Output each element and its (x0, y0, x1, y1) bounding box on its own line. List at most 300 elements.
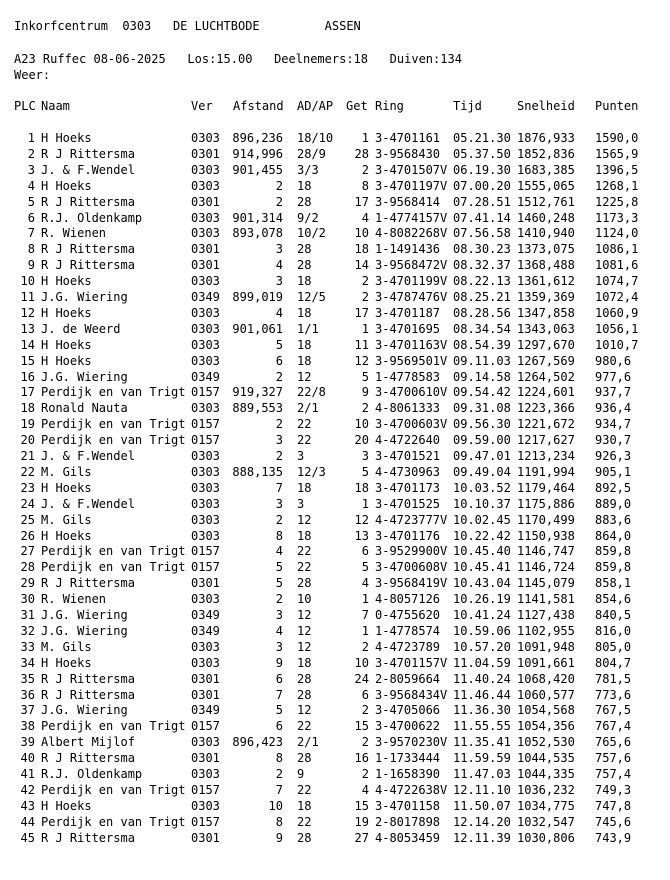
cell-punten: 1056,1 (595, 321, 639, 336)
table-row (0, 480, 670, 496)
cell-naam: J. & F.Wendel (41, 449, 135, 463)
cell-get: 1 (361, 321, 369, 336)
cell-snelheid: 1876,933 (517, 131, 575, 145)
cell-plc: 23 (20, 480, 35, 495)
table-row (0, 591, 670, 607)
cell-tijd: 10.45.41 (453, 560, 511, 575)
cell-punten: 816,0 (595, 623, 632, 638)
cell-snelheid: 1102,955 (517, 623, 575, 638)
cell-tijd: 10.57.20 (453, 639, 511, 654)
cell-punten: 757,6 (595, 751, 632, 766)
cell-adap: 28 (297, 687, 312, 702)
cell-snelheid: 1213,234 (517, 449, 575, 463)
cell-get: 6 (361, 544, 369, 559)
table-row (0, 528, 670, 544)
cell-get: 2 (361, 290, 369, 304)
column-snelheid: Snelheid (517, 99, 575, 113)
cell-snelheid: 1852,836 (517, 146, 575, 161)
cell-get: 4 (361, 576, 369, 591)
cell-ring: 4-4723789 (375, 639, 441, 654)
cell-ring: 3-9569501V (375, 353, 448, 368)
cell-ver: 0157 (191, 544, 220, 559)
cell-naam: J. de Weerd (41, 321, 121, 336)
cell-snelheid: 1264,502 (517, 369, 575, 384)
cell-ring: 3-9570230V (375, 735, 448, 750)
cell-afstand: 2 (275, 178, 283, 193)
cell-ring: 3-9568472V (375, 258, 448, 273)
cell-plc: 43 (20, 798, 35, 813)
cell-snelheid: 1044,335 (517, 767, 575, 781)
cell-naam: R J Rittersma (41, 258, 135, 273)
cell-ver: 0349 (191, 290, 220, 304)
cell-tijd: 08.28.56 (453, 305, 511, 320)
table-row (0, 130, 670, 146)
cell-plc: 41 (20, 767, 35, 781)
cell-adap: 18 (297, 655, 312, 670)
cell-adap: 12 (297, 623, 312, 638)
cell-snelheid: 1091,661 (517, 655, 575, 670)
cell-adap: 10 (297, 592, 312, 607)
cell-ver: 0301 (191, 687, 220, 702)
cell-punten: 930,7 (595, 433, 632, 448)
cell-tijd: 09.59.00 (453, 433, 511, 448)
cell-naam: J.G. Wiering (41, 703, 128, 718)
table-row (0, 671, 670, 687)
cell-plc: 40 (20, 751, 35, 766)
cell-snelheid: 1044,535 (517, 751, 575, 766)
cell-get: 5 (361, 560, 369, 575)
cell-plc: 36 (20, 687, 35, 702)
cell-get: 18 (354, 242, 369, 257)
table-row (0, 178, 670, 194)
table-row (0, 416, 670, 432)
cell-get: 2 (361, 767, 369, 781)
table-row (0, 559, 670, 575)
cell-snelheid: 1034,775 (517, 798, 575, 813)
cell-punten: 859,8 (595, 560, 632, 575)
cell-plc: 14 (20, 337, 35, 352)
cell-ver: 0303 (191, 592, 220, 607)
cell-tijd: 10.03.52 (453, 480, 511, 495)
cell-plc: 24 (20, 496, 35, 511)
table-row (0, 369, 670, 385)
table-row (0, 241, 670, 257)
cell-adap: 18 (297, 305, 312, 320)
cell-ver: 0303 (191, 210, 220, 225)
table-row (0, 496, 670, 512)
cell-adap: 22 (297, 782, 312, 797)
cell-get: 4 (361, 210, 369, 225)
cell-ver: 0301 (191, 146, 220, 161)
cell-tijd: 10.10.37 (453, 496, 511, 511)
table-row (0, 210, 670, 226)
cell-afstand: 4 (275, 544, 283, 559)
cell-adap: 18/10 (297, 131, 334, 145)
cell-plc: 26 (20, 528, 35, 543)
column-ver: Ver (191, 99, 213, 113)
cell-punten: 757,4 (595, 767, 632, 781)
cell-plc: 8 (27, 242, 35, 257)
cell-adap: 18 (297, 337, 312, 352)
cell-afstand: 901,455 (232, 162, 283, 177)
cell-afstand: 7 (275, 687, 283, 702)
cell-ver: 0303 (191, 274, 220, 289)
cell-get: 10 (354, 417, 369, 432)
cell-naam: H Hoeks (41, 337, 92, 352)
table-row (0, 702, 670, 718)
cell-get: 11 (354, 337, 369, 352)
cell-punten: 765,6 (595, 735, 632, 750)
cell-ring: 4-8057126 (375, 592, 441, 607)
cell-snelheid: 1175,886 (517, 496, 575, 511)
cell-afstand: 2 (275, 417, 283, 432)
cell-plc: 5 (27, 194, 35, 209)
table-row (0, 607, 670, 623)
cell-afstand: 893,078 (232, 226, 283, 241)
cell-get: 1 (361, 592, 369, 607)
cell-ver: 0301 (191, 751, 220, 766)
cell-punten: 1268,1 (595, 178, 639, 193)
cell-adap: 12 (297, 512, 312, 527)
cell-get: 2 (361, 639, 369, 654)
cell-adap: 28/9 (297, 146, 326, 161)
cell-punten: 840,5 (595, 608, 632, 622)
cell-punten: 883,6 (595, 512, 632, 527)
cell-plc: 18 (20, 401, 35, 416)
cell-punten: 747,8 (595, 798, 632, 813)
table-row (0, 146, 670, 162)
cell-adap: 9/2 (297, 210, 319, 225)
cell-ring: 4-8053459 (375, 830, 441, 845)
cell-naam: R J Rittersma (41, 751, 135, 766)
cell-plc: 21 (20, 449, 35, 463)
cell-plc: 32 (20, 623, 35, 638)
cell-naam: Perdijk en van Trigt (41, 560, 186, 575)
table-row (0, 750, 670, 766)
table-row (0, 257, 670, 273)
cell-tijd: 10.02.45 (453, 512, 511, 527)
cell-ver: 0303 (191, 178, 220, 193)
cell-adap: 18 (297, 353, 312, 368)
cell-ring: 3-4787476V (375, 290, 448, 304)
cell-ring: 3-9568430 (375, 146, 441, 161)
cell-tijd: 09.47.01 (453, 449, 511, 463)
cell-plc: 31 (20, 608, 35, 622)
cell-plc: 1 (27, 131, 35, 145)
cell-naam: R J Rittersma (41, 576, 135, 591)
cell-punten: 805,0 (595, 639, 632, 654)
cell-afstand: 3 (275, 608, 283, 622)
cell-get: 17 (354, 305, 369, 320)
cell-ring: 3-9568414 (375, 194, 441, 209)
cell-snelheid: 1267,569 (517, 353, 575, 368)
cell-naam: R J Rittersma (41, 671, 135, 686)
cell-punten: 864,0 (595, 528, 632, 543)
cell-plc: 44 (20, 814, 35, 829)
cell-tijd: 11.47.03 (453, 767, 511, 781)
cell-ver: 0157 (191, 782, 220, 797)
cell-ver: 0303 (191, 401, 220, 416)
cell-get: 17 (354, 194, 369, 209)
table-row (0, 655, 670, 671)
cell-afstand: 3 (275, 433, 283, 448)
cell-ring: 3-9529900V (375, 544, 448, 559)
cell-afstand: 7 (275, 782, 283, 797)
cell-get: 28 (354, 146, 369, 161)
cell-adap: 28 (297, 830, 312, 845)
cell-tijd: 09.11.03 (453, 353, 511, 368)
cell-ver: 0303 (191, 655, 220, 670)
table-row (0, 639, 670, 655)
cell-afstand: 2 (275, 767, 283, 781)
cell-tijd: 12.11.10 (453, 782, 511, 797)
cell-tijd: 07.41.14 (453, 210, 511, 225)
cell-ring: 4-4723777V (375, 512, 448, 527)
table-row (0, 225, 670, 241)
cell-ring: 1-1733444 (375, 751, 441, 766)
cell-get: 10 (354, 655, 369, 670)
cell-afstand: 2 (275, 592, 283, 607)
table-row (0, 321, 670, 337)
cell-ver: 0157 (191, 719, 220, 734)
cell-ver: 0303 (191, 337, 220, 352)
cell-naam: Perdijk en van Trigt (41, 417, 186, 432)
cell-tijd: 11.35.41 (453, 735, 511, 750)
cell-naam: J. & F.Wendel (41, 162, 135, 177)
cell-adap: 22 (297, 814, 312, 829)
table-row (0, 273, 670, 289)
cell-snelheid: 1223,366 (517, 401, 575, 416)
cell-naam: R.J. Oldenkamp (41, 210, 143, 225)
cell-ver: 0303 (191, 735, 220, 750)
cell-naam: M. Gils (41, 512, 92, 527)
cell-adap: 12 (297, 608, 312, 622)
cell-naam: H Hoeks (41, 178, 92, 193)
cell-snelheid: 1373,075 (517, 242, 575, 257)
cell-naam: H Hoeks (41, 480, 92, 495)
cell-afstand: 4 (275, 305, 283, 320)
cell-tijd: 09.14.58 (453, 369, 511, 384)
cell-naam: Perdijk en van Trigt (41, 544, 186, 559)
cell-naam: R.J. Oldenkamp (41, 767, 143, 781)
cell-get: 5 (361, 369, 369, 384)
cell-plc: 4 (27, 178, 35, 193)
cell-ring: 4-4722640 (375, 433, 441, 448)
cell-get: 1 (361, 623, 369, 638)
cell-ring: 3-4701695 (375, 321, 441, 336)
cell-get: 2 (361, 274, 369, 289)
cell-afstand: 896,423 (232, 735, 283, 750)
column-plc: PLC (14, 99, 36, 113)
cell-plc: 11 (20, 290, 35, 304)
cell-tijd: 07.28.51 (453, 194, 511, 209)
cell-snelheid: 1343,063 (517, 321, 575, 336)
cell-ring: 1-4778574 (375, 623, 441, 638)
cell-ring: 3-9568419V (375, 576, 448, 591)
cell-tijd: 08.30.23 (453, 242, 511, 257)
cell-tijd: 08.22.13 (453, 274, 511, 289)
cell-snelheid: 1191,994 (517, 464, 575, 479)
cell-punten: 926,3 (595, 449, 632, 463)
cell-plc: 37 (20, 703, 35, 718)
cell-adap: 12/5 (297, 290, 326, 304)
cell-snelheid: 1555,065 (517, 178, 575, 193)
cell-punten: 934,7 (595, 417, 632, 432)
cell-plc: 28 (20, 560, 35, 575)
cell-tijd: 08.32.37 (453, 258, 511, 273)
cell-get: 12 (354, 512, 369, 527)
cell-get: 18 (354, 480, 369, 495)
cell-ver: 0303 (191, 449, 220, 463)
cell-afstand: 8 (275, 528, 283, 543)
cell-afstand: 8 (275, 814, 283, 829)
table-row (0, 337, 670, 353)
cell-adap: 22/8 (297, 385, 326, 400)
cell-ver: 0301 (191, 671, 220, 686)
cell-punten: 1225,8 (595, 194, 639, 209)
cell-ver: 0301 (191, 242, 220, 257)
table-row (0, 353, 670, 369)
cell-ver: 0303 (191, 512, 220, 527)
cell-adap: 22 (297, 417, 312, 432)
cell-ring: 3-4701157V (375, 655, 448, 670)
header-line-3: Weer: (14, 68, 51, 82)
cell-snelheid: 1091,948 (517, 639, 575, 654)
cell-afstand: 10 (268, 798, 283, 813)
cell-snelheid: 1683,385 (517, 162, 575, 177)
cell-ver: 0303 (191, 480, 220, 495)
cell-tijd: 11.50.07 (453, 798, 511, 813)
cell-tijd: 06.19.30 (453, 162, 511, 177)
cell-ring: 3-4701173 (375, 480, 441, 495)
cell-snelheid: 1146,747 (517, 544, 575, 559)
table-row (0, 734, 670, 750)
cell-punten: 781,5 (595, 671, 632, 686)
cell-afstand: 3 (275, 639, 283, 654)
cell-punten: 936,4 (595, 401, 632, 416)
column-header-row (0, 98, 670, 114)
table-row (0, 575, 670, 591)
cell-naam: H Hoeks (41, 131, 92, 145)
table-row (0, 400, 670, 416)
cell-punten: 858,1 (595, 576, 632, 591)
cell-ver: 0157 (191, 385, 220, 400)
cell-afstand: 5 (275, 576, 283, 591)
cell-ring: 0-4755620 (375, 608, 441, 622)
cell-get: 19 (354, 814, 369, 829)
cell-get: 4 (361, 782, 369, 797)
cell-ver: 0303 (191, 639, 220, 654)
cell-punten: 1072,4 (595, 290, 639, 304)
cell-adap: 12 (297, 703, 312, 718)
table-row (0, 543, 670, 559)
cell-adap: 18 (297, 178, 312, 193)
cell-ver: 0303 (191, 162, 220, 177)
cell-ring: 4-4730963 (375, 464, 441, 479)
cell-ver: 0303 (191, 496, 220, 511)
cell-plc: 30 (20, 592, 35, 607)
cell-afstand: 901,061 (232, 321, 283, 336)
cell-naam: Perdijk en van Trigt (41, 719, 186, 734)
cell-plc: 25 (20, 512, 35, 527)
cell-get: 2 (361, 162, 369, 177)
cell-ver: 0303 (191, 767, 220, 781)
column-get: Get (346, 99, 368, 113)
cell-ver: 0303 (191, 305, 220, 320)
cell-tijd: 09.54.42 (453, 385, 511, 400)
cell-punten: 854,6 (595, 592, 632, 607)
cell-ver: 0349 (191, 369, 220, 384)
cell-snelheid: 1410,940 (517, 226, 575, 241)
cell-punten: 1074,7 (595, 274, 639, 289)
cell-adap: 12/3 (297, 464, 326, 479)
cell-tijd: 09.49.04 (453, 464, 511, 479)
cell-afstand: 914,996 (232, 146, 283, 161)
cell-tijd: 11.46.44 (453, 687, 511, 702)
cell-punten: 889,0 (595, 496, 632, 511)
header-line-1: Inkorfcentrum 0303 DE LUCHTBODE ASSEN (14, 19, 361, 33)
cell-snelheid: 1127,438 (517, 608, 575, 622)
cell-punten: 905,1 (595, 464, 632, 479)
cell-punten: 1060,9 (595, 305, 639, 320)
cell-afstand: 9 (275, 655, 283, 670)
cell-ver: 0303 (191, 528, 220, 543)
cell-punten: 977,6 (595, 369, 632, 384)
cell-snelheid: 1052,530 (517, 735, 575, 750)
cell-naam: R J Rittersma (41, 687, 135, 702)
cell-get: 15 (354, 798, 369, 813)
cell-tijd: 10.41.24 (453, 608, 511, 622)
cell-ring: 4-8082268V (375, 226, 448, 241)
cell-tijd: 07.56.58 (453, 226, 511, 241)
column-punten: Punten (595, 99, 639, 113)
cell-ring: 3-4701199V (375, 274, 448, 289)
cell-naam: Perdijk en van Trigt (41, 814, 186, 829)
cell-ver: 0303 (191, 798, 220, 813)
cell-naam: Ronald Nauta (41, 401, 128, 416)
table-row (0, 687, 670, 703)
cell-tijd: 10.59.06 (453, 623, 511, 638)
cell-tijd: 11.04.59 (453, 655, 511, 670)
cell-ring: 3-4701521 (375, 449, 441, 463)
cell-snelheid: 1368,488 (517, 258, 575, 273)
cell-naam: H Hoeks (41, 798, 92, 813)
table-row (0, 782, 670, 798)
cell-snelheid: 1221,672 (517, 417, 575, 432)
cell-afstand: 896,236 (232, 131, 283, 145)
cell-snelheid: 1141,581 (517, 592, 575, 607)
cell-adap: 18 (297, 798, 312, 813)
cell-naam: J.G. Wiering (41, 290, 128, 304)
cell-plc: 6 (27, 210, 35, 225)
cell-get: 10 (354, 226, 369, 241)
cell-naam: R J Rittersma (41, 242, 135, 257)
table-row (0, 384, 670, 400)
cell-punten: 859,8 (595, 544, 632, 559)
cell-afstand: 3 (275, 496, 283, 511)
cell-afstand: 5 (275, 560, 283, 575)
cell-ring: 4-8061333 (375, 401, 441, 416)
cell-ring: 1-1658390 (375, 767, 441, 781)
cell-afstand: 8 (275, 751, 283, 766)
cell-naam: Perdijk en van Trigt (41, 782, 186, 797)
cell-adap: 10/2 (297, 226, 326, 241)
cell-snelheid: 1347,858 (517, 305, 575, 320)
cell-get: 15 (354, 719, 369, 734)
cell-afstand: 2 (275, 512, 283, 527)
cell-punten: 1124,0 (595, 226, 639, 241)
cell-afstand: 7 (275, 480, 283, 495)
